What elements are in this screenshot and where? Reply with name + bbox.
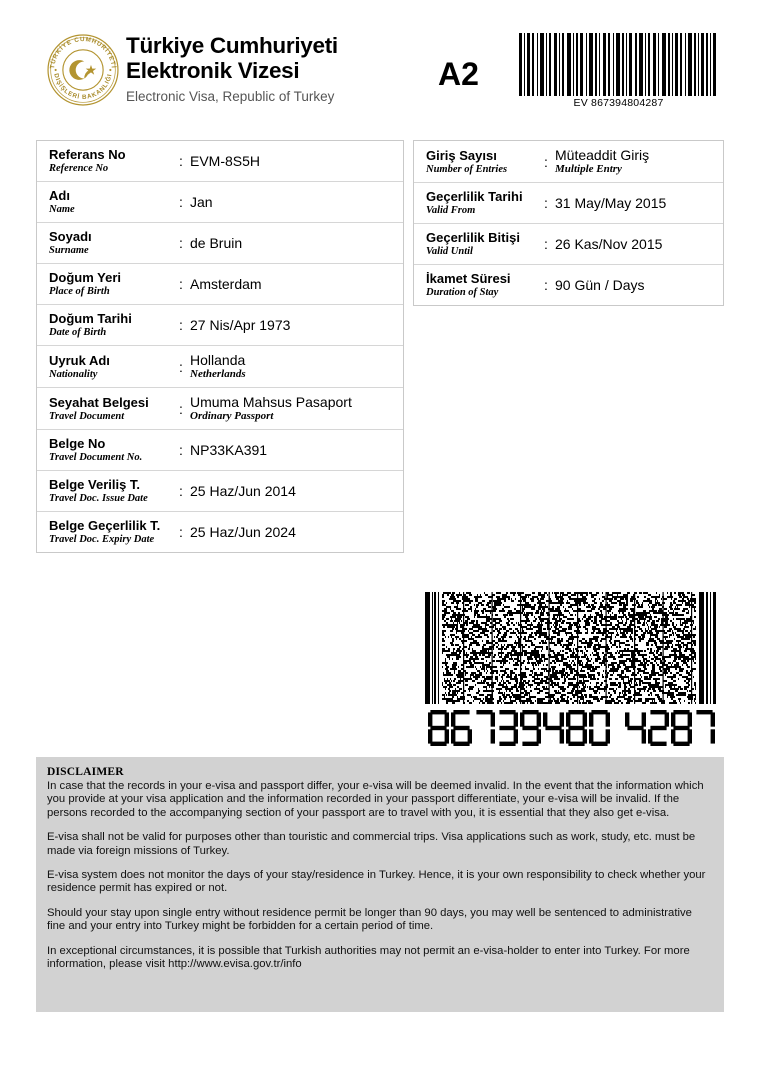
field-label-turkish: Referans No: [49, 147, 126, 162]
title-line-turkish-2: Elektronik Vizesi: [126, 58, 300, 83]
left-field-value-cell: [179, 471, 403, 511]
field-value-group: [190, 352, 246, 381]
field-label-turkish: Doğum Yeri: [49, 270, 122, 285]
disclaimer-paragraph: Should your stay upon single entry without residence permit be longer than 90 days, you may well be sentenced to administrative fine and your entry into Turkey might be forbidden for a certain period of time.: [47, 906, 692, 933]
field-label-english: Nationality: [49, 368, 98, 380]
barcode-2d-image: [423, 592, 720, 704]
left-field-value-cell: [179, 223, 403, 263]
field-colon-separator: :: [179, 442, 183, 458]
field-colon-separator: :: [179, 358, 183, 375]
left-field-value-cell: [179, 141, 403, 181]
field-value-english: Ordinary Passport: [190, 410, 274, 422]
field-label-english: Duration of Stay: [426, 287, 499, 298]
field-value-turkish: 26 Kas/Nov 2015: [555, 236, 663, 252]
right-field-value-cell: [544, 141, 723, 182]
field-label-turkish: Doğum Tarihi: [49, 311, 132, 326]
table-row: [37, 264, 403, 305]
field-value-turkish: de Bruin: [190, 235, 243, 251]
disclaimer-paragraph: E-visa shall not be valid for purposes other than touristic and commercial trips. Visa applications such as work, study, etc. must be made via foreign missions of Turkey.: [47, 831, 696, 857]
table-row: [37, 141, 403, 182]
left-field-label-cell: [37, 264, 179, 304]
disclaimer-paragraph: In exceptional circumstances, it is possible that Turkish authorities may not permit an e-visa-holder to enter into Turkey. For more information, please visit http://www.evisa.gov.tr/info: [47, 944, 690, 971]
barcode-2d-block: [423, 592, 720, 746]
left-field-label-cell: [37, 346, 179, 387]
barcode-1d-block: [517, 33, 720, 109]
table-row: [414, 141, 723, 183]
field-colon-separator: :: [544, 153, 548, 170]
field-value-group: [190, 235, 242, 251]
ocr-digit: [589, 710, 610, 746]
field-value-group: [190, 317, 290, 333]
field-colon-separator: :: [179, 276, 183, 292]
field-value-group: [190, 524, 296, 540]
ocr-digit: [520, 710, 541, 746]
ocr-digit: [451, 710, 472, 746]
field-colon-separator: :: [179, 194, 183, 210]
field-label-english: Travel Doc. Expiry Date: [49, 534, 155, 545]
ocr-digit: [543, 710, 564, 746]
field-value-group: [190, 483, 296, 499]
table-row: [414, 183, 723, 224]
field-value-turkish: Amsterdam: [190, 276, 262, 292]
left-field-value-cell: [179, 264, 403, 304]
table-row: [37, 182, 403, 223]
field-label-turkish: Belge No: [49, 436, 106, 451]
field-label-turkish: Belge Geçerlilik T.: [49, 518, 161, 533]
left-field-label-cell: [37, 388, 179, 429]
field-label-turkish: Belge Veriliş T.: [49, 477, 141, 492]
right-field-value-cell: [544, 224, 723, 264]
left-field-value-cell: [179, 512, 403, 552]
field-label-turkish: Geçerlilik Tarihi: [426, 189, 523, 204]
field-label-english: Travel Doc. Issue Date: [49, 493, 148, 504]
field-value-turkish: 90 Gün / Days: [555, 277, 645, 293]
table-row: [37, 512, 403, 552]
document-title-block: [126, 33, 338, 104]
ocr-digit: [566, 710, 587, 746]
right-field-label-cell: [414, 265, 544, 305]
disclaimer-paragraphs: [47, 780, 713, 971]
field-value-group: [555, 277, 645, 293]
turkey-foreign-ministry-seal-icon: [45, 32, 121, 108]
field-label-turkish: Geçerlilik Bitişi: [426, 230, 520, 245]
left-field-label-cell: [37, 223, 179, 263]
field-label-english: Reference No: [49, 163, 109, 174]
title-subtitle-english: Electronic Visa, Republic of Turkey: [126, 89, 335, 104]
field-value-turkish: Hollanda: [190, 352, 246, 368]
field-value-turkish: Müteaddit Giriş: [555, 147, 650, 163]
table-row: [414, 265, 723, 305]
field-colon-separator: :: [179, 317, 183, 333]
field-label-turkish: Adı: [49, 188, 70, 203]
barcode-2d-number: [423, 710, 720, 746]
field-value-english: Multiple Entry: [555, 163, 622, 175]
field-colon-separator: :: [179, 153, 183, 169]
field-value-group: [555, 236, 662, 252]
disclaimer-paragraph: In case that the records in your e-visa and passport differ, your e-visa will be deemed invalid. In the event that the information which you provide at your visa application and the information recorded in your passport differentiate, your e-visa will be invalid. If the persons recorded to the accompanying section of your passport are to travel with you, it is essential that they also get e-visa.: [47, 780, 704, 819]
visa-details-table-left: [36, 140, 404, 553]
right-field-label-cell: [414, 141, 544, 182]
field-label-turkish: İkamet Süresi: [426, 271, 511, 286]
left-field-label-cell: [37, 471, 179, 511]
field-label-english: Number of Entries: [426, 163, 508, 175]
field-value-turkish: NP33KA391: [190, 442, 268, 458]
field-label-turkish: Seyahat Belgesi: [49, 394, 149, 410]
left-field-value-cell: [179, 346, 403, 387]
disclaimer-heading: DISCLAIMER: [47, 766, 124, 778]
field-value-turkish: 31 May/May 2015: [555, 195, 667, 211]
ocr-digit: [671, 710, 692, 746]
field-colon-separator: :: [544, 236, 548, 252]
field-value-group: [555, 147, 649, 176]
left-field-label-cell: [37, 182, 179, 222]
ocr-digit: [648, 710, 669, 746]
title-line-turkish-1: Türkiye Cumhuriyeti: [126, 33, 338, 58]
left-field-label-cell: [37, 305, 179, 345]
left-field-value-cell: [179, 305, 403, 345]
svg-text:DIŞİŞLERİ BAKANLIĞI: DIŞİŞLERİ BAKANLIĞI: [52, 72, 114, 101]
field-value-turkish: Umuma Mahsus Pasaport: [190, 394, 352, 410]
right-field-label-cell: [414, 224, 544, 264]
field-value-group: [190, 276, 262, 292]
left-field-value-cell: [179, 430, 403, 470]
table-row: [414, 224, 723, 265]
field-colon-separator: :: [179, 483, 183, 499]
visa-form-code: A2: [438, 56, 479, 92]
field-value-turkish: Jan: [190, 194, 213, 210]
field-value-group: [555, 195, 666, 211]
field-value-group: [190, 442, 267, 458]
table-row: [37, 471, 403, 512]
left-field-label-cell: [37, 430, 179, 470]
disclaimer-box: [36, 757, 724, 1012]
table-row: [37, 223, 403, 264]
field-label-english: Name: [49, 204, 75, 215]
field-value-turkish: 25 Haz/Jun 2014: [190, 483, 296, 499]
right-field-value-cell: [544, 265, 723, 305]
table-row: [37, 346, 403, 388]
field-value-english: Netherlands: [190, 368, 246, 380]
table-row: [37, 430, 403, 471]
field-label-english: Date of Birth: [49, 327, 107, 338]
ocr-digit: [474, 710, 495, 746]
field-label-turkish: Soyadı: [49, 229, 92, 244]
field-label-english: Valid From: [426, 205, 476, 216]
left-field-value-cell: [179, 182, 403, 222]
table-row: [37, 388, 403, 430]
field-colon-separator: :: [544, 195, 548, 211]
field-colon-separator: :: [179, 235, 183, 251]
right-field-value-cell: [544, 183, 723, 223]
ocr-digit: [625, 710, 646, 746]
disclaimer-paragraph: E-visa system does not monitor the days of your stay/residence in Turkey. Hence, it is your own responsibility to check whether your residence permit has expired or not.: [47, 869, 706, 895]
field-label-english: Surname: [49, 245, 89, 256]
field-label-english: Travel Document: [49, 410, 125, 422]
field-value-turkish: EVM-8S5H: [190, 153, 261, 169]
right-field-label-cell: [414, 183, 544, 223]
ocr-digit: [694, 710, 715, 746]
field-label-turkish: Giriş Sayısı: [426, 147, 497, 163]
barcode-1d-image: [517, 33, 720, 96]
left-field-label-cell: [37, 512, 179, 552]
left-field-label-cell: [37, 141, 179, 181]
table-row: [37, 305, 403, 346]
field-label-turkish: Uyruk Adı: [49, 352, 110, 368]
field-value-group: [190, 394, 352, 423]
field-label-english: Place of Birth: [49, 286, 110, 297]
field-value-group: [190, 194, 213, 210]
document-header: [0, 0, 764, 130]
field-colon-separator: :: [179, 400, 183, 417]
svg-text:TÜRKİYE CUMHURİYETİ: TÜRKİYE CUMHURİYETİ: [49, 36, 117, 70]
field-colon-separator: :: [179, 524, 183, 540]
barcode-1d-label: EV 867394804287: [573, 97, 664, 109]
field-value-group: [190, 153, 260, 169]
left-field-value-cell: [179, 388, 403, 429]
field-label-english: Valid Until: [426, 246, 473, 257]
field-value-turkish: 25 Haz/Jun 2024: [190, 524, 296, 540]
ocr-digit: [497, 710, 518, 746]
visa-details-table-right: [413, 140, 724, 306]
field-label-english: Travel Document No.: [49, 452, 143, 463]
field-value-turkish: 27 Nis/Apr 1973: [190, 317, 291, 333]
field-colon-separator: :: [544, 277, 548, 293]
ocr-digit: [428, 710, 449, 746]
